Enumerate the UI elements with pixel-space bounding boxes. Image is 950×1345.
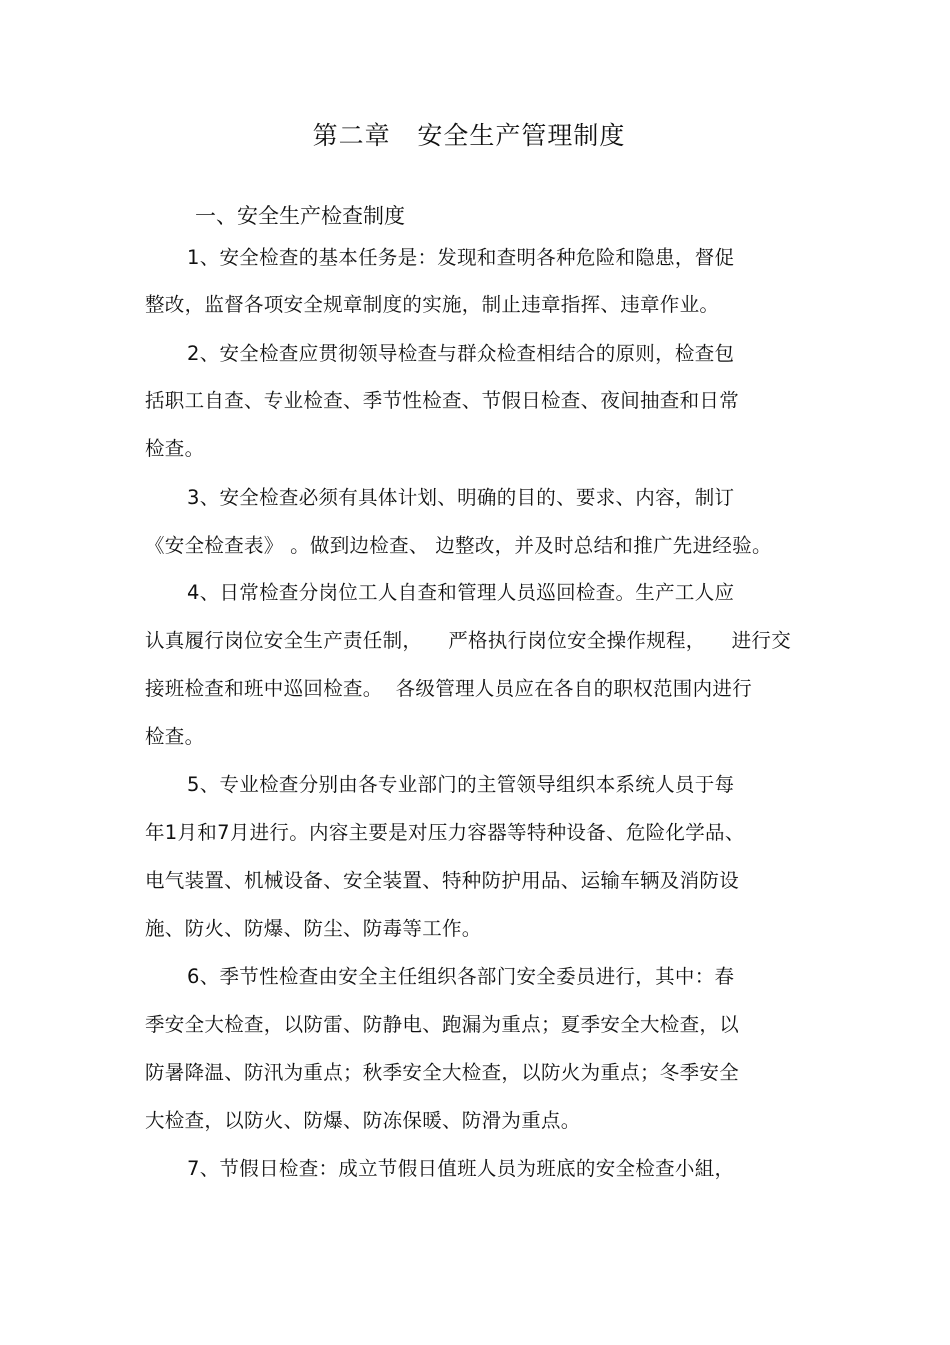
paragraph-6-line-2: 季安全大检查，以防雷、防静电、跑漏为重点；夏季安全大检查，以 — [145, 1013, 740, 1036]
paragraph-5-line-1: 5、专业检查分别由各专业部门的主管领导组织本系统人员于每 — [187, 773, 735, 796]
chapter-title: 第二章 安全生产管理制度 — [312, 121, 626, 150]
paragraph-4-line-1: 4、日常检查分岗位工人自查和管理人员巡回检查。生产工人应 — [187, 581, 735, 604]
paragraph-2-line-3: 检查。 — [145, 437, 205, 460]
paragraph-6-line-3: 防暑降温、防汛为重点；秋季安全大检查，以防火为重点；冬季安全 — [145, 1061, 740, 1084]
paragraph-3-line-1: 3、安全检查必须有具体计划、明确的目的、要求、内容，制订 — [187, 486, 735, 509]
paragraph-3-line-2: 《安全检查表》 。做到边检查、 边整改，并及时总结和推广先进经验。 — [145, 534, 772, 557]
paragraph-4-line-2: 认真履行岗位安全生产责任制， 严格执行岗位安全操作规程， 进行交 — [145, 629, 791, 652]
paragraph-6-line-4: 大检查，以防火、防爆、防冻保暖、防滑为重点。 — [145, 1109, 581, 1132]
paragraph-4-line-4: 检查。 — [145, 725, 205, 748]
paragraph-2-line-1: 2、安全检查应贯彻领导检查与群众检查相结合的原则，检查包 — [187, 342, 735, 365]
paragraph-5-line-3: 电气装置、机械设备、安全装置、特种防护用品、运输车辆及消防设 — [145, 869, 740, 892]
paragraph-1-line-2: 整改，监督各项安全规章制度的实施，制止违章指挥、违章作业。 — [145, 293, 720, 316]
paragraph-4-line-3: 接班检查和班中巡回检查。 各级管理人员应在各自的职权范围内进行 — [145, 677, 752, 700]
paragraph-2-line-2: 括职工自查、专业检查、季节性检查、节假日检查、夜间抽查和日常 — [145, 389, 740, 412]
paragraph-5-line-4: 施、防火、防爆、防尘、防毒等工作。 — [145, 917, 482, 940]
paragraph-7-line-1: 7、节假日检查：成立节假日值班人员为班底的安全检查小組， — [187, 1157, 735, 1180]
paragraph-6-line-1: 6、季节性检查由安全主任组织各部门安全委员进行，其中：春 — [187, 965, 735, 988]
paragraph-5-line-2: 年1月和7月进行。内容主要是对压力容器等特种设备、危险化学品、 — [145, 821, 745, 844]
paragraph-1-line-1: 1、安全检查的基本任务是：发现和查明各种危险和隐患，督促 — [187, 246, 735, 269]
section-heading: 一、安全生产检查制度 — [195, 204, 405, 228]
